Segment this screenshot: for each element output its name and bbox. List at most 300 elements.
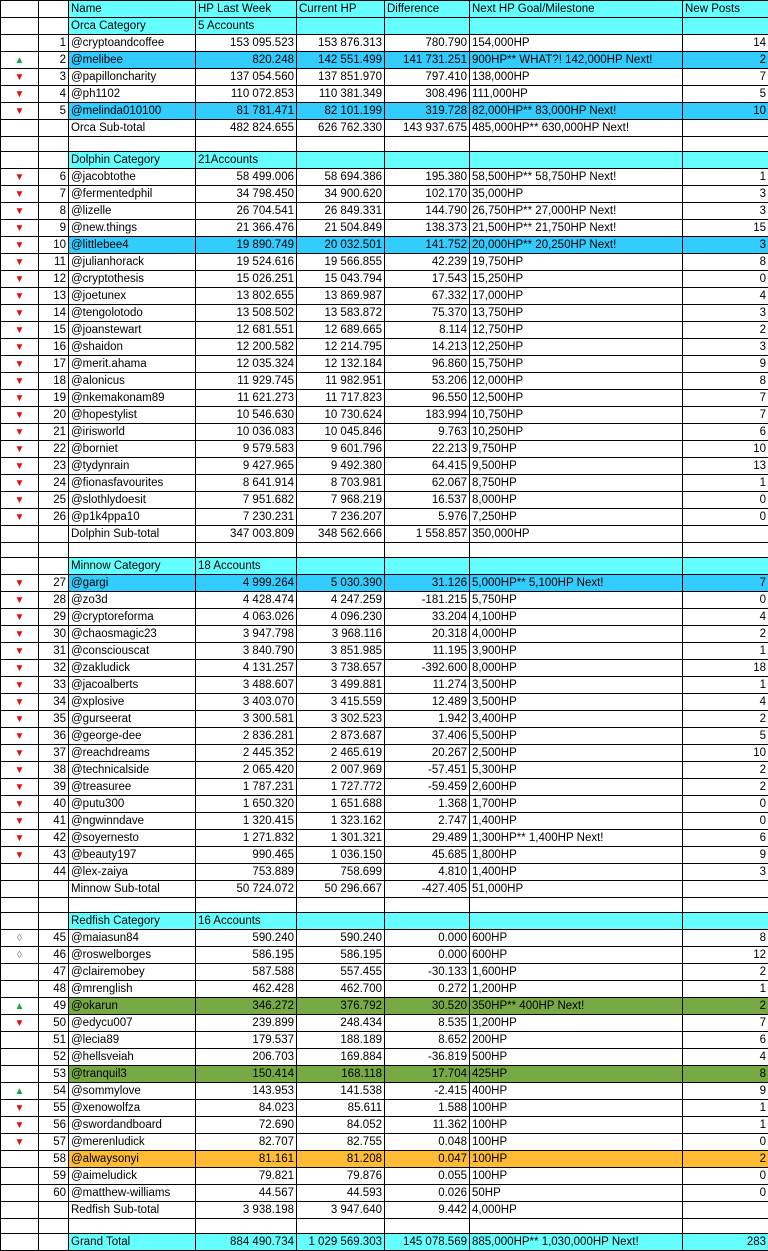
trend-cell[interactable]: [1, 1151, 39, 1168]
hp-difference[interactable]: 141 731.251: [385, 52, 470, 69]
category-empty-cell[interactable]: [470, 152, 683, 169]
subtotal-label[interactable]: Orca Sub-total: [69, 120, 196, 137]
hp-difference[interactable]: 308.496: [385, 86, 470, 103]
account-name[interactable]: @mrenglish: [69, 981, 196, 998]
hp-last-week[interactable]: 3 840.790: [196, 643, 297, 660]
current-hp[interactable]: 21 504.849: [297, 220, 385, 237]
hp-last-week[interactable]: 11 621.273: [196, 390, 297, 407]
account-name[interactable]: @nkemakonam89: [69, 390, 196, 407]
subtotal-next-goal[interactable]: 485,000HP** 630,000HP Next!: [470, 120, 683, 137]
hp-difference[interactable]: 14.213: [385, 339, 470, 356]
subtotal-difference[interactable]: 143 937.675: [385, 120, 470, 137]
trend-cell[interactable]: [1, 813, 39, 830]
category-empty-cell[interactable]: [470, 558, 683, 575]
category-account-count[interactable]: 18 Accounts: [196, 558, 297, 575]
empty-cell[interactable]: [385, 1219, 470, 1234]
hp-last-week[interactable]: 1 320.415: [196, 813, 297, 830]
account-name[interactable]: @cryptoandcoffee: [69, 35, 196, 52]
empty-cell[interactable]: [683, 1219, 768, 1234]
hp-difference[interactable]: 11.274: [385, 677, 470, 694]
next-hp-goal[interactable]: 138,000HP: [470, 69, 683, 86]
row-number[interactable]: 43: [39, 847, 69, 864]
trend-cell[interactable]: [1, 711, 39, 728]
category-trend-cell[interactable]: [1, 913, 39, 930]
new-posts[interactable]: 3: [683, 186, 768, 203]
account-name[interactable]: @xenowolfza: [69, 1100, 196, 1117]
grand-total-current-hp[interactable]: 1 029 569.303: [297, 1234, 385, 1251]
row-number[interactable]: 49: [39, 998, 69, 1015]
hp-last-week[interactable]: 15 026.251: [196, 271, 297, 288]
row-number[interactable]: 60: [39, 1185, 69, 1202]
new-posts[interactable]: 1: [683, 475, 768, 492]
hp-last-week-column-header[interactable]: HP Last Week: [196, 1, 297, 18]
empty-cell[interactable]: [196, 543, 297, 558]
hp-last-week[interactable]: 1 650.320: [196, 796, 297, 813]
subtotal-index-cell[interactable]: [39, 1202, 69, 1219]
current-hp[interactable]: 1 651.688: [297, 796, 385, 813]
current-hp[interactable]: 9 601.796: [297, 441, 385, 458]
trend-cell[interactable]: [1, 86, 39, 103]
subtotal-index-cell[interactable]: [39, 526, 69, 543]
hp-difference[interactable]: 195.380: [385, 169, 470, 186]
account-name[interactable]: @lizelle: [69, 203, 196, 220]
hp-last-week[interactable]: 11 929.745: [196, 373, 297, 390]
empty-cell[interactable]: [1, 137, 39, 152]
new-posts[interactable]: 0: [683, 813, 768, 830]
new-posts[interactable]: 15: [683, 220, 768, 237]
current-hp[interactable]: 4 247.259: [297, 592, 385, 609]
trend-cell[interactable]: [1, 1117, 39, 1134]
trend-cell[interactable]: [1, 169, 39, 186]
category-account-count[interactable]: 21Accounts: [196, 152, 297, 169]
subtotal-current-hp[interactable]: 626 762.330: [297, 120, 385, 137]
hp-last-week[interactable]: 4 428.474: [196, 592, 297, 609]
hp-difference[interactable]: 33.204: [385, 609, 470, 626]
subtotal-trend-cell[interactable]: [1, 120, 39, 137]
next-hp-goal[interactable]: 5,750HP: [470, 592, 683, 609]
current-hp[interactable]: 3 415.559: [297, 694, 385, 711]
current-hp[interactable]: 169.884: [297, 1049, 385, 1066]
account-name[interactable]: @swordandboard: [69, 1117, 196, 1134]
subtotal-next-goal[interactable]: 51,000HP: [470, 881, 683, 898]
current-hp[interactable]: 248.434: [297, 1015, 385, 1032]
next-hp-goal[interactable]: 4,100HP: [470, 609, 683, 626]
empty-cell[interactable]: [69, 898, 196, 913]
next-hp-goal[interactable]: 8,750HP: [470, 475, 683, 492]
current-hp[interactable]: 5 030.390: [297, 575, 385, 592]
next-hp-goal[interactable]: 900HP** WHAT?! 142,000HP Next!: [470, 52, 683, 69]
account-name[interactable]: @borniet: [69, 441, 196, 458]
hp-last-week[interactable]: 84.023: [196, 1100, 297, 1117]
account-name[interactable]: @reachdreams: [69, 745, 196, 762]
category-index-cell[interactable]: [39, 152, 69, 169]
account-name[interactable]: @cryptothesis: [69, 271, 196, 288]
row-number[interactable]: 23: [39, 458, 69, 475]
next-hp-goal[interactable]: 10,250HP: [470, 424, 683, 441]
new-posts[interactable]: 7: [683, 407, 768, 424]
account-name[interactable]: @gargi: [69, 575, 196, 592]
new-posts[interactable]: 0: [683, 1168, 768, 1185]
trend-cell[interactable]: [1, 203, 39, 220]
hp-last-week[interactable]: 13 508.502: [196, 305, 297, 322]
trend-cell[interactable]: [1, 356, 39, 373]
current-hp[interactable]: 3 738.657: [297, 660, 385, 677]
next-hp-goal[interactable]: 1,200HP: [470, 1015, 683, 1032]
next-hp-goal[interactable]: 19,750HP: [470, 254, 683, 271]
current-hp[interactable]: 153 876.313: [297, 35, 385, 52]
hp-last-week[interactable]: 26 704.541: [196, 203, 297, 220]
new-posts[interactable]: 2: [683, 762, 768, 779]
row-number[interactable]: 39: [39, 779, 69, 796]
current-hp[interactable]: 3 302.523: [297, 711, 385, 728]
row-number[interactable]: 3: [39, 69, 69, 86]
account-name[interactable]: @fionasfavourites: [69, 475, 196, 492]
current-hp[interactable]: 26 849.331: [297, 203, 385, 220]
hp-last-week[interactable]: 3 947.798: [196, 626, 297, 643]
new-posts[interactable]: 1: [683, 677, 768, 694]
next-hp-goal[interactable]: 3,900HP: [470, 643, 683, 660]
row-number[interactable]: 6: [39, 169, 69, 186]
account-name[interactable]: @aimeludick: [69, 1168, 196, 1185]
trend-cell[interactable]: [1, 643, 39, 660]
new-posts[interactable]: 0: [683, 271, 768, 288]
next-hp-goal[interactable]: 200HP: [470, 1032, 683, 1049]
hp-last-week[interactable]: 590.240: [196, 930, 297, 947]
category-account-count[interactable]: 5 Accounts: [196, 18, 297, 35]
new-posts[interactable]: 5: [683, 728, 768, 745]
row-number[interactable]: 30: [39, 626, 69, 643]
name-column-header[interactable]: Name: [69, 1, 196, 18]
current-hp[interactable]: 11 982.951: [297, 373, 385, 390]
new-posts[interactable]: 9: [683, 356, 768, 373]
account-name[interactable]: @xplosive: [69, 694, 196, 711]
trend-cell[interactable]: [1, 592, 39, 609]
hp-last-week[interactable]: 2 065.420: [196, 762, 297, 779]
account-name[interactable]: @zo3d: [69, 592, 196, 609]
subtotal-label[interactable]: Dolphin Sub-total: [69, 526, 196, 543]
next-hp-goal[interactable]: 50HP: [470, 1185, 683, 1202]
next-hp-goal[interactable]: 3,500HP: [470, 694, 683, 711]
hp-difference[interactable]: 62.067: [385, 475, 470, 492]
next-hp-goal[interactable]: 15,250HP: [470, 271, 683, 288]
row-number[interactable]: 1: [39, 35, 69, 52]
row-number[interactable]: 32: [39, 660, 69, 677]
hp-difference[interactable]: 17.704: [385, 1066, 470, 1083]
hp-last-week[interactable]: 19 524.616: [196, 254, 297, 271]
account-name[interactable]: @littlebee4: [69, 237, 196, 254]
empty-cell[interactable]: [196, 1219, 297, 1234]
account-name[interactable]: @maiasun84: [69, 930, 196, 947]
row-number[interactable]: 59: [39, 1168, 69, 1185]
account-name[interactable]: @cryptoreforma: [69, 609, 196, 626]
hp-last-week[interactable]: 990.465: [196, 847, 297, 864]
empty-cell[interactable]: [385, 137, 470, 152]
current-hp[interactable]: 3 968.116: [297, 626, 385, 643]
hp-difference[interactable]: 0.055: [385, 1168, 470, 1185]
row-number[interactable]: 2: [39, 52, 69, 69]
account-name[interactable]: @roswelborges: [69, 947, 196, 964]
next-hp-goal[interactable]: 5,500HP: [470, 728, 683, 745]
hp-difference[interactable]: 141.752: [385, 237, 470, 254]
hp-last-week[interactable]: 462.428: [196, 981, 297, 998]
new-posts[interactable]: 2: [683, 52, 768, 69]
hp-difference[interactable]: 11.362: [385, 1117, 470, 1134]
new-posts[interactable]: 7: [683, 69, 768, 86]
account-name[interactable]: @jacobtothe: [69, 169, 196, 186]
account-name[interactable]: @chaosmagic23: [69, 626, 196, 643]
row-number[interactable]: 9: [39, 220, 69, 237]
next-hp-goal[interactable]: 100HP: [470, 1117, 683, 1134]
hp-difference[interactable]: 1.588: [385, 1100, 470, 1117]
trend-cell[interactable]: [1, 998, 39, 1015]
current-hp[interactable]: 1 301.321: [297, 830, 385, 847]
category-index-cell[interactable]: [39, 18, 69, 35]
hp-last-week[interactable]: 586.195: [196, 947, 297, 964]
new-posts[interactable]: 2: [683, 1151, 768, 1168]
hp-difference[interactable]: 16.537: [385, 492, 470, 509]
account-name[interactable]: @shaidon: [69, 339, 196, 356]
account-name[interactable]: @p1k4ppa10: [69, 509, 196, 526]
hp-difference[interactable]: -2.415: [385, 1083, 470, 1100]
account-name[interactable]: @ngwinndave: [69, 813, 196, 830]
empty-cell[interactable]: [39, 137, 69, 152]
row-number[interactable]: 44: [39, 864, 69, 881]
next-hp-goal[interactable]: 35,000HP: [470, 186, 683, 203]
trend-cell[interactable]: [1, 609, 39, 626]
trend-cell[interactable]: [1, 796, 39, 813]
trend-cell[interactable]: [1, 424, 39, 441]
current-hp[interactable]: 462.700: [297, 981, 385, 998]
hp-difference[interactable]: 12.489: [385, 694, 470, 711]
account-name[interactable]: @julianhorack: [69, 254, 196, 271]
next-hp-goal[interactable]: 500HP: [470, 1049, 683, 1066]
row-number[interactable]: 16: [39, 339, 69, 356]
new-posts[interactable]: 0: [683, 509, 768, 526]
next-hp-goal[interactable]: 3,400HP: [470, 711, 683, 728]
trend-cell[interactable]: [1, 1049, 39, 1066]
new-posts[interactable]: 9: [683, 1083, 768, 1100]
new-posts[interactable]: 7: [683, 575, 768, 592]
current-hp[interactable]: 13 583.872: [297, 305, 385, 322]
account-name[interactable]: @tengolotodo: [69, 305, 196, 322]
current-hp[interactable]: 137 851.970: [297, 69, 385, 86]
new-posts[interactable]: 10: [683, 441, 768, 458]
category-empty-cell[interactable]: [385, 913, 470, 930]
account-name[interactable]: @sommylove: [69, 1083, 196, 1100]
current-hp[interactable]: 110 381.349: [297, 86, 385, 103]
hp-difference[interactable]: 780.790: [385, 35, 470, 52]
category-name[interactable]: Minnow Category: [69, 558, 196, 575]
new-posts[interactable]: 2: [683, 626, 768, 643]
new-posts[interactable]: 6: [683, 1032, 768, 1049]
account-name[interactable]: @consciouscat: [69, 643, 196, 660]
new-posts[interactable]: 3: [683, 339, 768, 356]
subtotal-current-hp[interactable]: 50 296.667: [297, 881, 385, 898]
trend-cell[interactable]: [1, 1168, 39, 1185]
category-empty-cell[interactable]: [683, 152, 768, 169]
trend-cell[interactable]: [1, 69, 39, 86]
new-posts[interactable]: 3: [683, 864, 768, 881]
row-number[interactable]: 8: [39, 203, 69, 220]
new-posts[interactable]: 4: [683, 609, 768, 626]
empty-cell[interactable]: [297, 137, 385, 152]
account-name[interactable]: @new.things: [69, 220, 196, 237]
row-number[interactable]: 12: [39, 271, 69, 288]
grand-total-index-cell[interactable]: [39, 1234, 69, 1251]
next-hp-goal[interactable]: 26,750HP** 27,000HP Next!: [470, 203, 683, 220]
account-name[interactable]: @ph1102: [69, 86, 196, 103]
hp-difference[interactable]: 29.489: [385, 830, 470, 847]
current-hp[interactable]: 3 851.985: [297, 643, 385, 660]
hp-last-week[interactable]: 143.953: [196, 1083, 297, 1100]
row-number[interactable]: 29: [39, 609, 69, 626]
hp-difference[interactable]: 67.332: [385, 288, 470, 305]
row-number[interactable]: 28: [39, 592, 69, 609]
new-posts[interactable]: 6: [683, 424, 768, 441]
account-name[interactable]: @tranquil3: [69, 1066, 196, 1083]
grand-total-difference[interactable]: 145 078.569: [385, 1234, 470, 1251]
hp-last-week[interactable]: 79.821: [196, 1168, 297, 1185]
current-hp[interactable]: 44.593: [297, 1185, 385, 1202]
hp-difference[interactable]: 183.994: [385, 407, 470, 424]
new-posts[interactable]: 6: [683, 830, 768, 847]
trend-cell[interactable]: [1, 186, 39, 203]
next-hp-goal[interactable]: 58,500HP** 58,750HP Next!: [470, 169, 683, 186]
trend-cell[interactable]: [1, 441, 39, 458]
hp-difference[interactable]: 4.810: [385, 864, 470, 881]
next-hp-goal[interactable]: 425HP: [470, 1066, 683, 1083]
next-hp-goal[interactable]: 10,750HP: [470, 407, 683, 424]
category-empty-cell[interactable]: [385, 558, 470, 575]
hp-difference[interactable]: 2.747: [385, 813, 470, 830]
category-empty-cell[interactable]: [297, 18, 385, 35]
next-hp-goal[interactable]: 12,500HP: [470, 390, 683, 407]
category-index-cell[interactable]: [39, 913, 69, 930]
new-posts[interactable]: 1: [683, 1117, 768, 1134]
account-name[interactable]: @hopestylist: [69, 407, 196, 424]
subtotal-current-hp[interactable]: 3 947.640: [297, 1202, 385, 1219]
hp-difference[interactable]: 75.370: [385, 305, 470, 322]
current-hp[interactable]: 12 132.184: [297, 356, 385, 373]
trend-cell[interactable]: [1, 339, 39, 356]
grand-total-label[interactable]: Grand Total: [69, 1234, 196, 1251]
hp-last-week[interactable]: 820.248: [196, 52, 297, 69]
hp-difference[interactable]: 96.860: [385, 356, 470, 373]
current-hp[interactable]: 376.792: [297, 998, 385, 1015]
subtotal-trend-cell[interactable]: [1, 526, 39, 543]
trend-cell[interactable]: [1, 626, 39, 643]
empty-cell[interactable]: [1, 898, 39, 913]
trend-cell[interactable]: [1, 103, 39, 120]
hp-difference[interactable]: 797.410: [385, 69, 470, 86]
category-empty-cell[interactable]: [683, 18, 768, 35]
new-posts[interactable]: 0: [683, 796, 768, 813]
row-number[interactable]: 15: [39, 322, 69, 339]
row-number[interactable]: 40: [39, 796, 69, 813]
hp-last-week[interactable]: 587.588: [196, 964, 297, 981]
current-hp[interactable]: 758.699: [297, 864, 385, 881]
row-number[interactable]: 17: [39, 356, 69, 373]
current-hp[interactable]: 1 727.772: [297, 779, 385, 796]
empty-cell[interactable]: [385, 543, 470, 558]
trend-cell[interactable]: [1, 390, 39, 407]
category-empty-cell[interactable]: [297, 913, 385, 930]
hp-difference[interactable]: 17.543: [385, 271, 470, 288]
hp-last-week[interactable]: 58 499.006: [196, 169, 297, 186]
hp-last-week[interactable]: 110 072.853: [196, 86, 297, 103]
category-empty-cell[interactable]: [470, 913, 683, 930]
hp-difference[interactable]: 0.026: [385, 1185, 470, 1202]
empty-cell[interactable]: [297, 1219, 385, 1234]
current-hp[interactable]: 2 873.687: [297, 728, 385, 745]
subtotal-hp-last-week[interactable]: 482 824.655: [196, 120, 297, 137]
new-posts[interactable]: 8: [683, 930, 768, 947]
empty-cell[interactable]: [470, 1219, 683, 1234]
category-name[interactable]: Dolphin Category: [69, 152, 196, 169]
hp-difference[interactable]: -30.133: [385, 964, 470, 981]
account-name[interactable]: @melibee: [69, 52, 196, 69]
hp-last-week[interactable]: 4 063.026: [196, 609, 297, 626]
next-hp-goal[interactable]: 400HP: [470, 1083, 683, 1100]
account-name[interactable]: @technicalside: [69, 762, 196, 779]
empty-cell[interactable]: [297, 543, 385, 558]
hp-difference[interactable]: 53.206: [385, 373, 470, 390]
row-number[interactable]: 22: [39, 441, 69, 458]
trend-cell[interactable]: [1, 305, 39, 322]
category-empty-cell[interactable]: [683, 913, 768, 930]
hp-difference[interactable]: -36.819: [385, 1049, 470, 1066]
hp-difference[interactable]: 8.535: [385, 1015, 470, 1032]
next-hp-goal[interactable]: 1,400HP: [470, 813, 683, 830]
row-number[interactable]: 25: [39, 492, 69, 509]
row-number[interactable]: 45: [39, 930, 69, 947]
trend-cell[interactable]: [1, 271, 39, 288]
grand-total-next-goal[interactable]: 885,000HP** 1,030,000HP Next!: [470, 1234, 683, 1251]
subtotal-current-hp[interactable]: 348 562.666: [297, 526, 385, 543]
current-hp[interactable]: 85.611: [297, 1100, 385, 1117]
row-number[interactable]: 34: [39, 694, 69, 711]
category-trend-cell[interactable]: [1, 558, 39, 575]
account-name[interactable]: @joetunex: [69, 288, 196, 305]
category-account-count[interactable]: 16 Accounts: [196, 913, 297, 930]
subtotal-difference[interactable]: -427.405: [385, 881, 470, 898]
account-name[interactable]: @matthew-williams: [69, 1185, 196, 1202]
hp-last-week[interactable]: 150.414: [196, 1066, 297, 1083]
row-number[interactable]: 38: [39, 762, 69, 779]
new-posts[interactable]: 18: [683, 660, 768, 677]
hp-last-week[interactable]: 4 999.264: [196, 575, 297, 592]
new-posts[interactable]: 0: [683, 592, 768, 609]
hp-difference[interactable]: 64.415: [385, 458, 470, 475]
current-hp[interactable]: 7 968.219: [297, 492, 385, 509]
hp-last-week[interactable]: 753.889: [196, 864, 297, 881]
subtotal-label[interactable]: Redfish Sub-total: [69, 1202, 196, 1219]
hp-difference[interactable]: 319.728: [385, 103, 470, 120]
row-number[interactable]: 41: [39, 813, 69, 830]
account-name[interactable]: @edycu007: [69, 1015, 196, 1032]
row-number[interactable]: 52: [39, 1049, 69, 1066]
grand-total-hp-last-week[interactable]: 884 490.734: [196, 1234, 297, 1251]
row-number[interactable]: 5: [39, 103, 69, 120]
empty-cell[interactable]: [683, 543, 768, 558]
hp-difference[interactable]: 22.213: [385, 441, 470, 458]
hp-difference[interactable]: 20.318: [385, 626, 470, 643]
hp-last-week[interactable]: 4 131.257: [196, 660, 297, 677]
hp-difference[interactable]: 0.048: [385, 1134, 470, 1151]
current-hp[interactable]: 15 043.794: [297, 271, 385, 288]
subtotal-index-cell[interactable]: [39, 120, 69, 137]
current-hp[interactable]: 188.189: [297, 1032, 385, 1049]
